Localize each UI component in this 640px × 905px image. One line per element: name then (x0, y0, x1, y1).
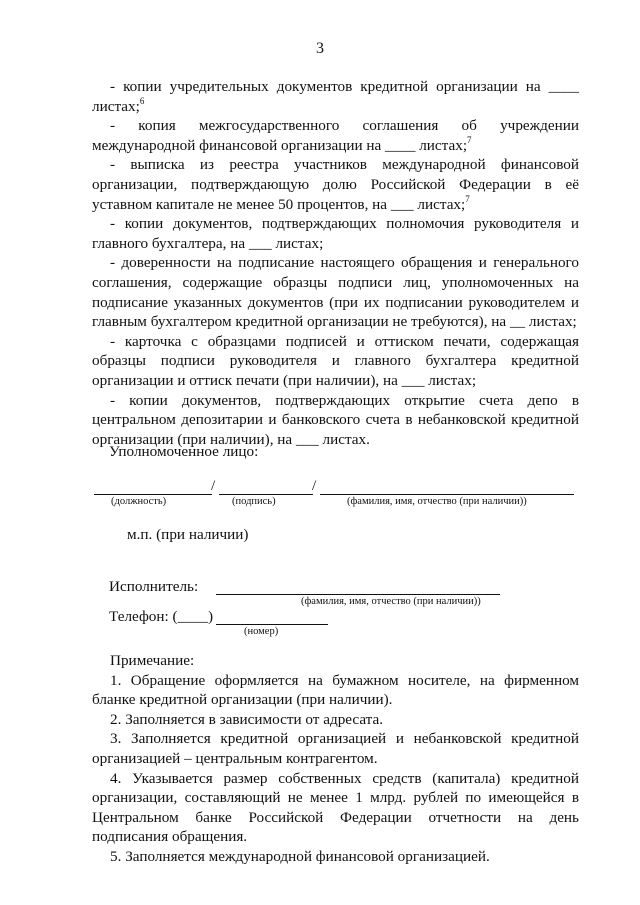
list-item: - карточка с образцами подписей и оттиском печати, содержащая образцы подписи руководителя и главного бухгалтера кредитной организации и оттиск печати (при наличии), на ___ листах; (92, 332, 579, 389)
separator-slash: / (211, 477, 216, 494)
note-item: 5. Заполняется международной финансовой организацией. (110, 847, 490, 865)
list-item: - выписка из реестра участников международной финансовой организации, подтверждающую долю Российской Федерации в её уставном капитале не менее 50 процентов, на ___ листах;$^7$ (92, 156, 579, 213)
page-number: 3 (316, 40, 324, 57)
list-item: - копия межгосударственного соглашения об учреждении международной финансовой организации на ____ листах;$^7$ (92, 117, 579, 154)
notes-section (92, 651, 579, 867)
executor-label: Исполнитель: (109, 578, 199, 595)
list-item: - копии документов, подтверждающих открытие счета депо в центральном депозитарии и банковского счета в небанковской кредитной организации (при наличии), на ___ листах. (92, 391, 579, 448)
position-caption: (должность) (111, 496, 167, 507)
phone-label: Телефон: (____) (109, 608, 214, 625)
note-item: 2. Заполняется в зависимости от адресата. (110, 710, 384, 728)
note-item: 3. Заполняется кредитной организацией и небанковской кредитной организацией – центральным контрагентом. (92, 730, 579, 767)
note-item: 1. Обращение оформляется на бумажном носителе, на фирменном бланке кредитной организации (при наличии). (92, 671, 579, 709)
name-caption: (фамилия, имя, отчество (при наличии)) (347, 496, 527, 507)
signature-line (219, 494, 313, 495)
executor-name-caption: (фамилия, имя, отчество (при наличии)) (301, 596, 481, 607)
list-item: - копии учредительных документов кредитной организации на ____ листах;$^6$ (92, 78, 579, 115)
list-item: - копии документов, подтверждающих полномочия руководителя и главного бухгалтера, на ___ листах; (92, 215, 579, 252)
seal-label: м.п. (при наличии) (127, 526, 249, 543)
position-line (94, 494, 212, 495)
attachments-list (92, 77, 579, 449)
notes-title: Примечание: (110, 652, 195, 669)
name-line (320, 494, 574, 495)
phone-number-caption: (номер) (244, 626, 279, 637)
signature-caption: (подпись) (232, 496, 276, 507)
authorized-person-label: Уполномоченное лицо: (109, 443, 259, 460)
note-item: 4. Указывается размер собственных средств (капитала) кредитной организации, составляющий не менее 1 млрд. рублей по имеющейся в Центральном банке Российской Федерации отчетности на день подписания обращения. (92, 769, 579, 846)
phone-number-line (216, 624, 328, 625)
executor-name-line (216, 594, 500, 595)
list-item: - доверенности на подписание настоящего обращения и генерального соглашения, содержащие образцы подписи лиц, уполномоченных на подписание указанных документов (при их подписании руководителем и главным бухгалтером кредитной организации не требуются), на __ листах; (92, 254, 579, 331)
separator-slash: / (312, 477, 317, 494)
